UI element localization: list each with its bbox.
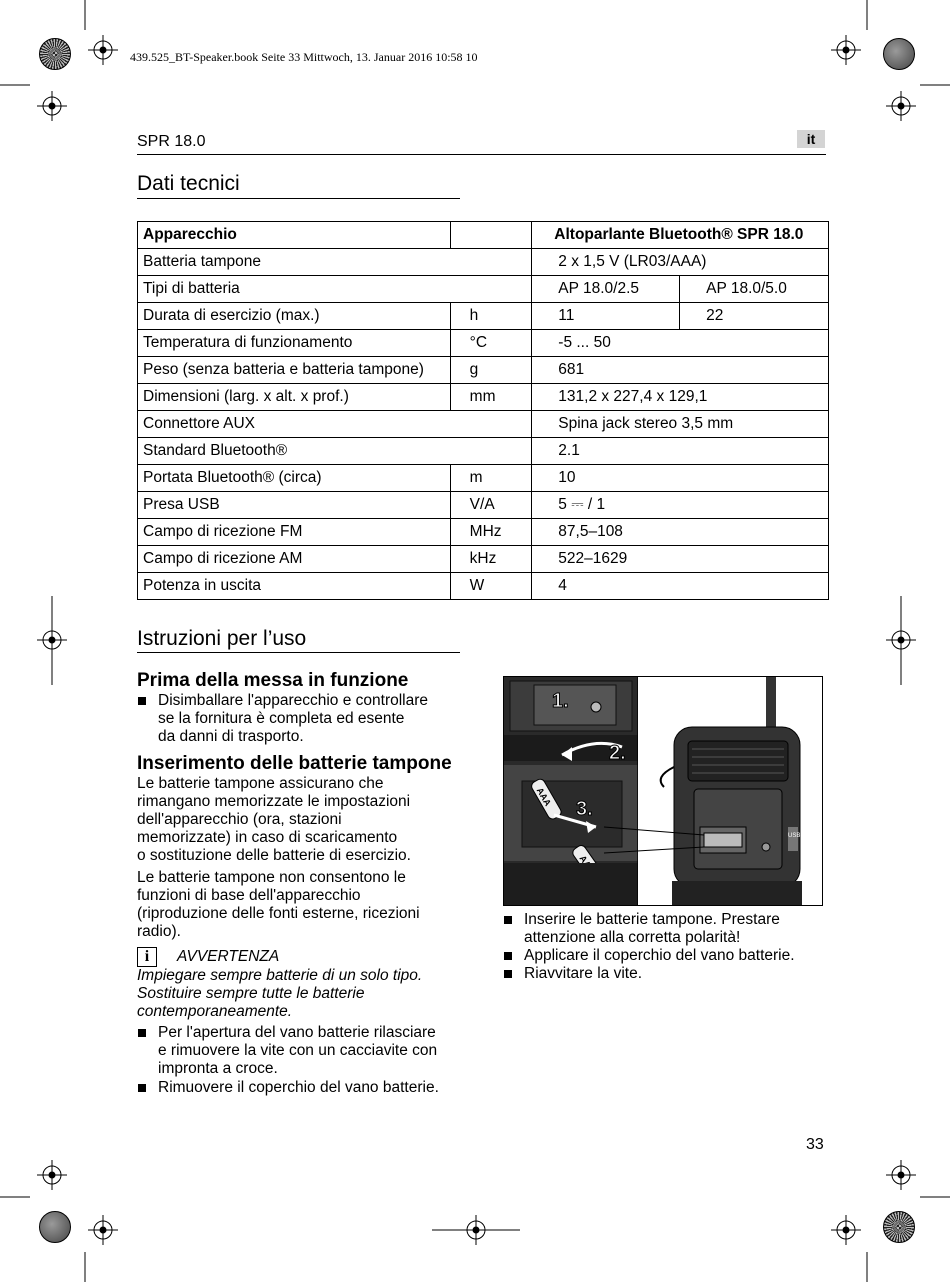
first-use-title: Prima della messa in funzione bbox=[137, 670, 409, 691]
print-imprint: 439.525_BT-Speaker.book Seite 33 Mittwoch, 13. Januar 2016 10:58 10 bbox=[130, 50, 478, 64]
step-1-label: 1. bbox=[552, 690, 569, 712]
spec-unit: mm bbox=[450, 384, 532, 411]
spec-row bbox=[138, 276, 829, 303]
backup-paragraph-2: Le batterie tampone non consentono le funzioni di base dell'apparecchio (riproduzione delle fonti esterne, ricezioni radio). bbox=[137, 869, 420, 940]
spec-label: Potenza in uscita bbox=[138, 573, 451, 600]
specs-table bbox=[137, 221, 829, 600]
spec-label: Campo di ricezione FM bbox=[138, 519, 451, 546]
spec-value: 11 bbox=[532, 303, 680, 330]
spec-label: Tipi di batteria bbox=[138, 276, 532, 303]
spec-value: 131,2 x 227,4 x 129,1 bbox=[532, 384, 829, 411]
spec-label: Standard Bluetooth® bbox=[138, 438, 532, 465]
spec-value: -5 ... 50 bbox=[532, 330, 829, 357]
spec-row bbox=[138, 492, 829, 519]
spec-unit: V/A bbox=[450, 492, 532, 519]
spec-value: 681 bbox=[532, 357, 829, 384]
instructions-title-rule bbox=[137, 652, 460, 653]
info-icon: i bbox=[137, 947, 157, 967]
spec-unit: h bbox=[450, 303, 532, 330]
spec-label: Peso (senza batteria e batteria tampone) bbox=[138, 357, 451, 384]
warning-text: Impiegare sempre batterie di un solo tipo. Sostituire sempre tutte le batterie contemporaneamente. bbox=[137, 967, 423, 1020]
spec-value: 5 ⎓ / 1 bbox=[532, 492, 829, 519]
spec-row bbox=[138, 249, 829, 276]
specs-title: Dati tecnici bbox=[137, 172, 240, 195]
step-remove-cover: Rimuovere il coperchio del vano batterie. bbox=[137, 1079, 472, 1097]
step-screw-back: Riavvitare la vite. bbox=[503, 965, 833, 983]
specs-title-rule bbox=[137, 198, 460, 199]
spec-row bbox=[138, 384, 829, 411]
right-column bbox=[503, 911, 833, 983]
spec-unit: °C bbox=[450, 330, 532, 357]
spec-label: Apparecchio bbox=[138, 222, 451, 249]
step-3-label: 3. bbox=[576, 798, 593, 820]
warning-title: AVVERTENZA bbox=[177, 948, 280, 965]
spec-value: 522–1629 bbox=[532, 546, 829, 573]
spec-label: Connettore AUX bbox=[138, 411, 532, 438]
spec-value: 10 bbox=[532, 465, 829, 492]
spec-unit: m bbox=[450, 465, 532, 492]
spec-value: 2.1 bbox=[532, 438, 829, 465]
spec-label: Durata di esercizio (max.) bbox=[138, 303, 451, 330]
spec-unit: kHz bbox=[450, 546, 532, 573]
spec-value: Altoparlante Bluetooth® SPR 18.0 bbox=[532, 222, 829, 249]
spec-row bbox=[138, 438, 829, 465]
spec-row bbox=[138, 519, 829, 546]
spec-row bbox=[138, 465, 829, 492]
header-model: SPR 18.0 bbox=[137, 133, 206, 150]
spec-value: Spina jack stereo 3,5 mm bbox=[532, 411, 829, 438]
step-insert-batteries: Inserire le batterie tampone. Prestare attenzione alla corretta polarità! bbox=[503, 911, 833, 947]
instructions-title: Istruzioni per l’uso bbox=[137, 627, 307, 650]
usb-label: USB bbox=[788, 833, 801, 839]
spec-label: Batteria tampone bbox=[138, 249, 532, 276]
spec-unit bbox=[450, 222, 532, 249]
spec-unit: MHz bbox=[450, 519, 532, 546]
spec-unit: W bbox=[450, 573, 532, 600]
language-badge: it bbox=[797, 130, 825, 148]
step-open-compartment: Per l'apertura del vano batterie rilasciare e rimuovere la vite con un cacciavite con impronta a croce. bbox=[137, 1024, 472, 1078]
spec-row bbox=[138, 411, 829, 438]
header-rule bbox=[137, 154, 826, 155]
device-illustration bbox=[504, 677, 822, 905]
spec-row bbox=[138, 546, 829, 573]
spec-value: 4 bbox=[532, 573, 829, 600]
step-attach-cover: Applicare il coperchio del vano batterie. bbox=[503, 947, 833, 965]
spec-row bbox=[138, 357, 829, 384]
spec-label: Presa USB bbox=[138, 492, 451, 519]
backup-battery-title: Inserimento delle batterie tampone bbox=[137, 753, 452, 774]
spec-row bbox=[138, 330, 829, 357]
spec-label: Portata Bluetooth® (circa) bbox=[138, 465, 451, 492]
spec-label: Dimensioni (larg. x alt. x prof.) bbox=[138, 384, 451, 411]
page-number: 33 bbox=[806, 1136, 824, 1153]
spec-label: Campo di ricezione AM bbox=[138, 546, 451, 573]
spec-label: Temperatura di funzionamento bbox=[138, 330, 451, 357]
spec-row bbox=[138, 573, 829, 600]
spec-row bbox=[138, 303, 829, 330]
table-header-row bbox=[138, 222, 829, 249]
battery-insertion-figure bbox=[503, 676, 823, 906]
spec-value: AP 18.0/2.5 bbox=[532, 276, 680, 303]
spec-value: 87,5–108 bbox=[532, 519, 829, 546]
spec-value: 2 x 1,5 V (LR03/AAA) bbox=[532, 249, 829, 276]
warning-heading bbox=[137, 947, 472, 967]
backup-paragraph-1: Le batterie tampone assicurano che rimangano memorizzate le impostazioni dell'apparecchio (ora, stazioni memorizzate) in caso di scaricamento o sostituzione delle batterie di esercizio. bbox=[137, 775, 411, 864]
left-column bbox=[137, 670, 472, 1097]
first-use-bullet: Disimballare l'apparecchio e controllare se la fornitura è completa ed esente da danni di trasporto. bbox=[137, 692, 472, 746]
battery-label: AAA bbox=[534, 785, 554, 808]
step-2-label: 2. bbox=[609, 742, 626, 764]
spec-value-2: AP 18.0/5.0 bbox=[680, 276, 829, 303]
spec-unit: g bbox=[450, 357, 532, 384]
spec-value-2: 22 bbox=[680, 303, 829, 330]
